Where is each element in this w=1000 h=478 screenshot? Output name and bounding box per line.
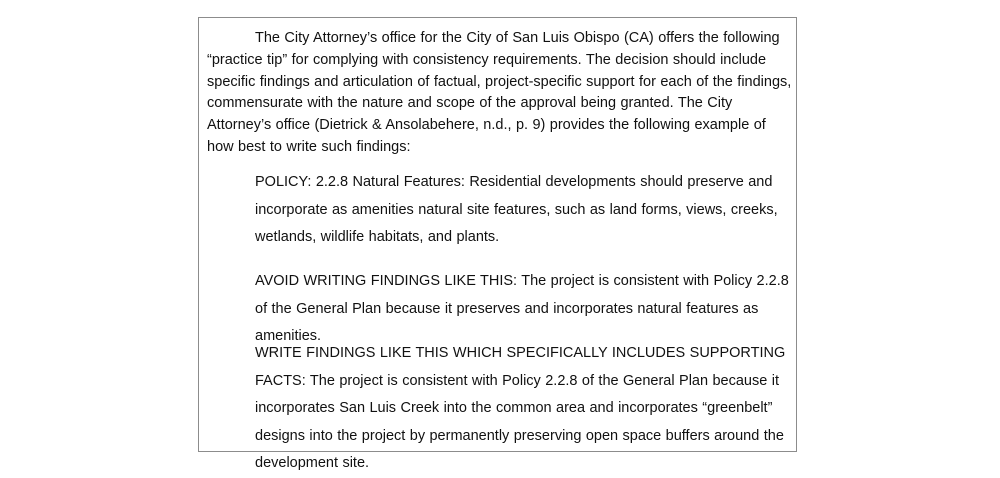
- avoid-example-quote: AVOID WRITING FINDINGS LIKE THIS: The project is consistent with Policy 2.2.8 of the General Plan because it preserves and incorporates natural features as amenities.: [255, 273, 789, 344]
- intro-paragraph: The City Attorney’s office for the City of San Luis Obispo (CA) offers the following “practice tip” for complying with consistency requirements. The decision should include specific findings and articulation of factual, project-specific support for each of the findings, commensurate with the nature and scope of the approval being granted. The City Attorney’s office (Dietrick & Ansolabehere, n.d., p. 9) provides the following example of how best to write such findings:: [207, 30, 792, 155]
- write-example-quote: WRITE FINDINGS LIKE THIS WHICH SPECIFICALLY INCLUDES SUPPORTING FACTS: The project is consistent with Policy 2.2.8 of the General Plan because it incorporates San Luis Creek into the common area and incorporates “greenbelt” designs into the project by permanently preserving open space buffers around the development site.: [255, 345, 786, 471]
- document-excerpt-box: [198, 17, 797, 471]
- policy-quote: POLICY: 2.2.8 Natural Features: Residential developments should preserve and incorporate as amenities natural site features, such as land forms, views, creeks, wetlands, wildlife habitats, and plants.: [255, 174, 778, 245]
